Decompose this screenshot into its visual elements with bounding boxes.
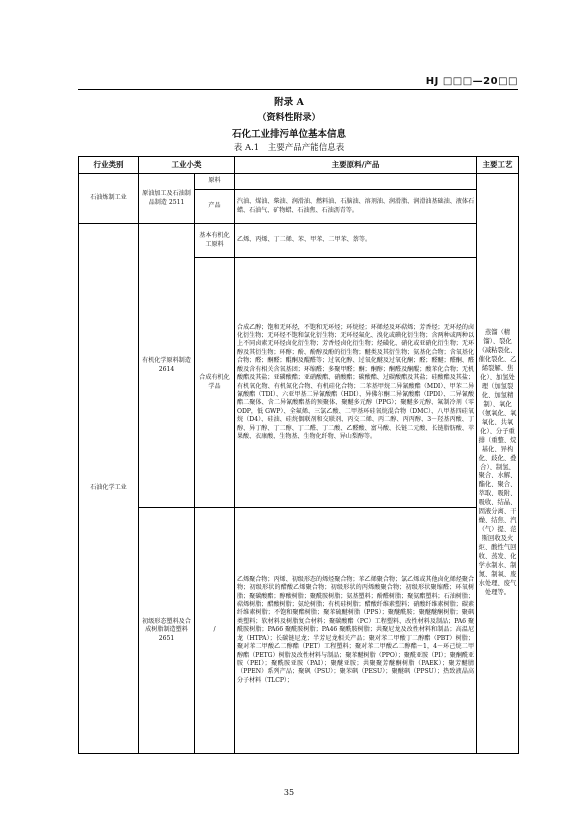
subcategory-organic-chemical: 有机化学原料制造 2614 [139, 224, 195, 508]
refining-products: 汽油、煤油、柴油、润滑油、燃料油、石脑油、溶剂油、润滑脂、润滑油基础油、液体石蜡、石油气、矿物蜡、石油焦、石油沥青等。 [235, 190, 477, 224]
appendix-subtitle: （资料性附录） [257, 113, 321, 123]
product-label: 产品 [195, 190, 235, 224]
header-subcategory: 工业小类 [139, 157, 235, 174]
raw-material-label: 原料 [195, 174, 235, 190]
appendix-heading: 石化工业排污单位基本信息 [231, 129, 346, 140]
subcategory-plastics: 初级形态塑料及合成树脂制造塑料 2651 [139, 508, 195, 754]
table-row [79, 508, 519, 753]
table-caption: 表 A.1 主要产品产能信息表 [233, 143, 345, 153]
subcategory-crude-processing: 原油加工及石油制品制造 2511 [139, 174, 195, 224]
header-industry: 行业类别 [79, 157, 139, 174]
table-row [79, 174, 519, 190]
synthetic-organic-products: 合成乙醇；饱和无环烃，不饱和无环烃；环烷烃；环烯烃及环萜烯；芳香烃；无环烃的卤化衍生物；无环烃不饱和氯化衍生物；无环烃氟化、溴化或碘化衍生物；含两种或两种以上不同卤素无环烃卤化衍生物；芳香烃卤化衍生物；烃磺化、硝化或亚硝化衍生物；无环醇及其衍生物；环醇；酚、酚醇及酚的衍生物；醚类及其衍生物；氨基化合物；含氧基化合物；醛；酮醛；醌酮及醌醛等；过氧化醇、过氧化醚及过氧化酮；醛；醛醚；醛酮、醛酸及含有相关含氧基团；环缩醛；多聚甲醛；酮；酮醇；酮醛及酮醌；酸苯化合物；无机酸酯及其盐；亚磷酸酯；亚硝酸酯、硝酸酯；碳酸酯、过碳酸酯及其盐；硅酸酯及其盐；有机氧化物、有机氮化合物、有机硅化合物；二苯基甲烷二异氰酸酯（MDI）、甲苯二异氰酸酯（TDI）、六亚甲基二异氰酸酯（HDI）、异佛尔酮二异氰酸酯（IPDI）、二异氰酸酯二聚体、含二异氰酸酯基的预聚体、聚醚多元醇（PPG）；聚醚多元醇、氟制冷剂（零 ODP，低 GWP）、全氟烯、三氯乙酸、二甲基环硅氧烷混合物（DMC）、八甲基四硅氧烷（D4）、硅油、硅烷偶联剂和交联剂、丙交二烯、丙二醇、丙丙醇、3－羟基丙酸、丁醇、异丁醇、丁二醇、丁二醛、丁二酸、乙醛酸、富马酸、长链二元酸、长链脂肪酸、苹果酸、衣康酸、生物基、生物化纤物、异山梨醇等。 [235, 258, 477, 508]
header-rule [78, 89, 518, 90]
industry-petrochemical: 石油化学工业 [79, 224, 139, 754]
product-capacity-table [78, 156, 519, 754]
basic-organic-label: 基本有机化工原料 [195, 224, 235, 258]
header-process: 主要工艺 [477, 157, 519, 174]
header-products: 主要原料/产品 [235, 157, 477, 174]
table-header-row [79, 157, 519, 174]
raw-material-cell [235, 174, 477, 190]
plastics-products: 乙烯聚合物；丙烯、初级形态的烯烃聚合物；苯乙烯聚合物；氯乙烯或其他卤化烯烃聚合物；初级形状的醋酸乙烯聚合物；初级形状的丙烯酸聚合物；初级形状聚缩醛；环氧树脂；聚碳酸酯；醇酸树脂；聚酰胺树脂；氨基塑料；酚醛树脂；聚氨酯塑料；石油树脂；萜烯树脂；醋酸树脂；氨纶树脂；有机硅树脂；醋酸纤维素塑料；硝酸纤维素树脂；碳素纤维素树脂；不饱和聚酯树脂；聚苯硫醚树脂（PPS）；聚醚酰胺；聚醚醚酮树脂；聚砜类塑料；软材料及树脂复合材料；聚碳酸酯（PC）工程塑料、改性材料及制品；PA6 聚酰胺树脂；PA66 聚酰胺树脂；PA46 聚酰胺树脂；共聚尼龙及改性材料和制品；高温尼龙（HTPA）；长碳链尼龙；半芳尼龙相关产品；聚对苯二甲酸丁二醇酯（PBT）树脂；聚对苯二甲酸乙二醇酯（PET）工程塑料；聚对苯二甲酸乙二醇酯－1，4－环己烷二甲醇酯（PETG）树脂及改性材料与制品；聚苯醚树脂（PPO）；聚酰亚胺（PI）；聚酮酰亚胺（PEI）；聚酰胺亚胺（PAI）；聚醚亚胺；共聚聚芳醚酮树脂（PAEK）；聚芳醚腈（PPEN）系列产品；聚砜（PSU）；聚苯砜（PESU）；聚醚砜（PPSU）；热致液晶高分子材料（TLCP）； [235, 508, 477, 754]
standard-code-header: HJ □□□—20□□ [425, 76, 518, 87]
industry-petroleum-refining: 石油炼制工业 [79, 174, 139, 224]
synthetic-organic-label: 合成有机化学品 [195, 258, 235, 508]
appendix-title: 附录 A [274, 97, 304, 108]
main-process-cell: 蒸馏（精馏）、裂化（减粘裂化、催化裂化、乙烯裂解、焦化）、加氢处理（加氢裂化、加氢精制）、氧化（氨氧化、氧氧化、共氧化）、分子重排（重整、烷基化、异构化、歧化、叠合）、制氢、聚合、水解、酯化、聚合、萃取、吸附、吸收、结晶、固液分离、干燥、结焦、汽（气）提、范斯回收及火炬、酸性气回收、蒸发、化学水制水、制氮、制氧、废水处理、废气处理等。 [477, 174, 519, 754]
basic-organic-products: 乙烯、丙烯、丁二烯、苯、甲苯、二甲苯、萘等。 [235, 224, 477, 258]
page-number: 35 [283, 788, 295, 797]
table-row [79, 224, 519, 258]
plastics-label: / [195, 508, 235, 754]
